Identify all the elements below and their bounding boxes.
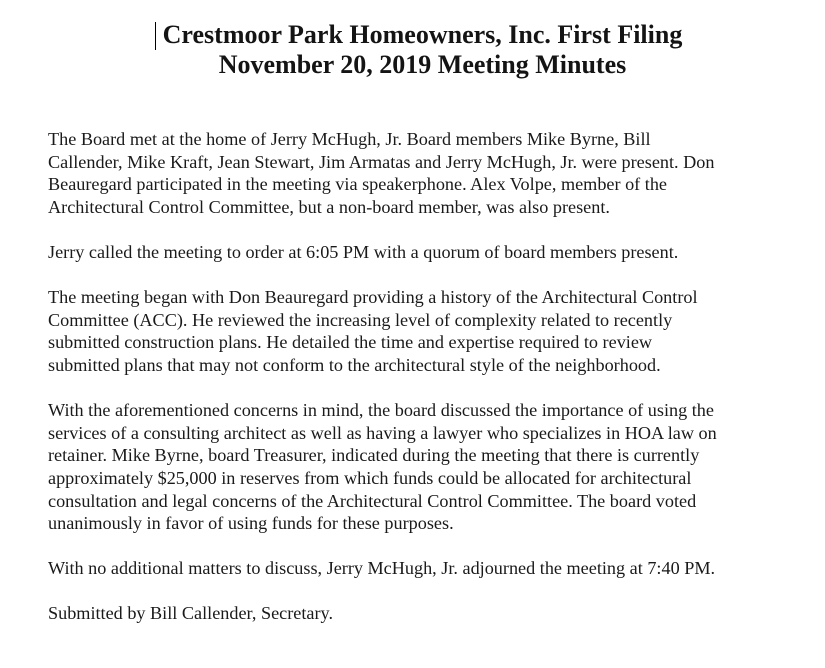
paragraph-attendance [48, 128, 808, 218]
paragraph-call-to-order [48, 241, 808, 264]
text-line: Callender, Mike Kraft, Jean Stewart, Jim Armatas and Jerry McHugh, Jr. were present. Don [48, 151, 715, 172]
text-line: submitted plans that may not conform to the architectural style of the neighborhood. [48, 354, 661, 375]
document-body [48, 128, 808, 648]
text-line: Submitted by Bill Callender, Secretary. [48, 603, 333, 624]
text-line: services of a consulting architect as well as having a lawyer who specializes in HOA law on [48, 422, 717, 443]
text-line: Committee (ACC). He reviewed the increasing level of complexity related to recently [48, 309, 673, 330]
document-title: Crestmoor Park Homeowners, Inc. First Filing [162, 20, 683, 49]
document-subtitle: November 20, 2019 Meeting Minutes [218, 50, 627, 79]
paragraph-submitted-by [48, 602, 808, 625]
text-line: approximately $25,000 in reserves from which funds could be allocated for architectural [48, 467, 692, 488]
text-line: With the aforementioned concerns in mind, the board discussed the importance of using the [48, 400, 714, 421]
paragraph-funds-discussion [48, 399, 808, 535]
text-line: Beauregard participated in the meeting via speakerphone. Alex Volpe, member of the [48, 174, 668, 195]
text-line: Jerry called the meeting to order at 6:05 PM with a quorum of board members present. [48, 241, 679, 262]
text-line: retainer. Mike Byrne, board Treasurer, indicated during the meeting that there is currently [48, 445, 700, 466]
text-line: Architectural Control Committee, but a non-board member, was also present. [48, 196, 610, 217]
paragraph-acc-history [48, 286, 808, 376]
text-line: The meeting began with Don Beauregard providing a history of the Architectural Control [48, 287, 698, 308]
text-line: The Board met at the home of Jerry McHugh, Jr. Board members Mike Byrne, Bill [48, 129, 651, 149]
document-header [0, 20, 825, 80]
text-line: consultation and legal concerns of the Architectural Control Committee. The board voted [48, 490, 697, 511]
text-line: With no additional matters to discuss, Jerry McHugh, Jr. adjourned the meeting at 7:40 PM. [48, 558, 716, 579]
paragraph-adjournment [48, 557, 808, 580]
text-line: unanimously in favor of using funds for these purposes. [48, 513, 454, 534]
text-line: submitted construction plans. He detailed the time and expertise required to review [48, 332, 653, 353]
